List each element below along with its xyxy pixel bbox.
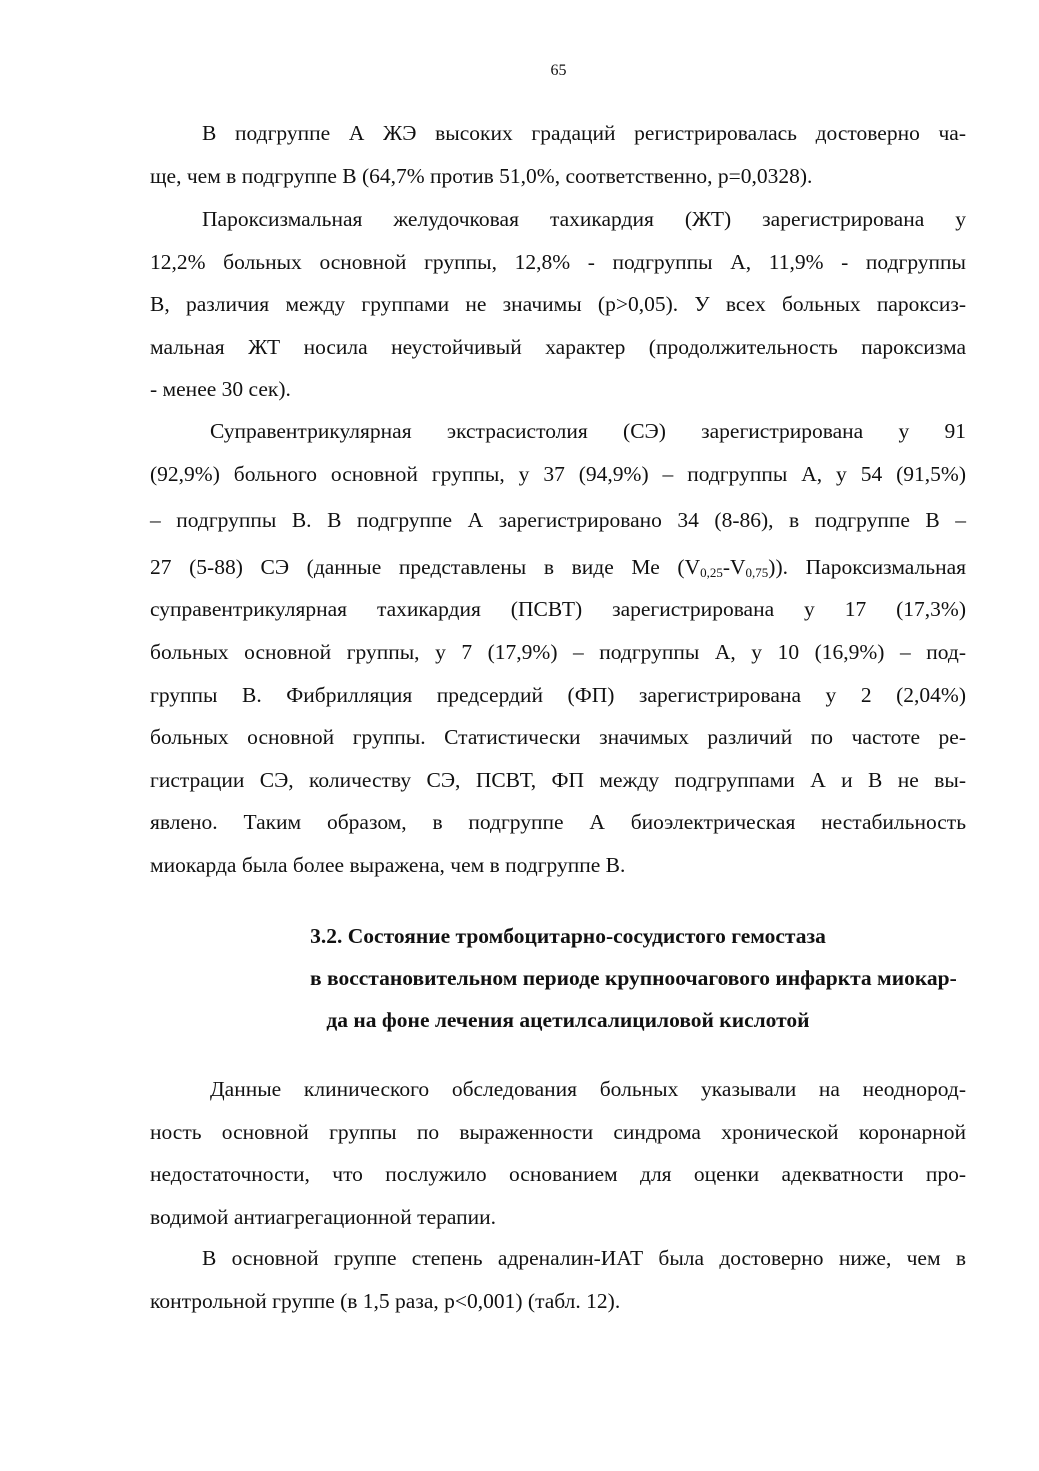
text-line: недостаточности, что послужило основанием для оценки адекватности про-: [150, 1162, 966, 1187]
text-line: – подгруппы В. В подгруппе А зарегистрировано 34 (8-86), в подгруппе В –: [150, 508, 966, 533]
text-line: Данные клинического обследования больных указывали на неоднород-: [210, 1077, 966, 1101]
heading-line: в восстановительном периоде крупноочагового инфаркта миокар-: [310, 966, 957, 990]
text-line: (92,9%) больного основной группы, у 37 (94,9%) – подгруппы А, у 54 (91,5%): [150, 461, 966, 486]
subscript: 0,75: [745, 564, 769, 580]
text-line: контрольной группе (в 1,5 раза, р<0,001) (табл. 12).: [150, 1288, 621, 1313]
paragraph-clinical-data: [150, 1068, 966, 1238]
text-segment: 27 (5-88) СЭ (данные представлены в виде Ме (V: [150, 554, 701, 579]
text-line: - менее 30 сек).: [150, 377, 291, 402]
text-line: гистрации СЭ, количеству СЭ, ПСВТ, ФП между подгруппами А и В не вы-: [150, 767, 966, 792]
text-line: больных основной группы, у 7 (17,9%) – подгруппы А, у 10 (16,9%) – под-: [150, 639, 966, 664]
section-heading: [150, 915, 966, 1041]
text-line: Пароксизмальная желудочковая тахикардия (ЖТ) зарегистрирована у: [202, 207, 966, 231]
paragraph-adrenaline-iat: [150, 1237, 966, 1322]
text-segment: )). Пароксизмальная: [768, 554, 967, 579]
text-line: явлено. Таким образом, в подгруппе А биоэлектрическая нестабильность: [150, 810, 966, 835]
page-number: 65: [550, 62, 567, 79]
text-segment: -V: [722, 554, 746, 579]
text-line: В подгруппе А ЖЭ высоких градаций регистрировалась достоверно ча-: [202, 121, 966, 145]
text-line: 12,2% больных основной группы, 12,8% - подгруппы А, 11,9% - подгруппы: [150, 249, 966, 274]
text-line: В, различия между группами не значимы (р>0,05). У всех больных пароксиз-: [150, 292, 966, 317]
text-line: ще, чем в подгруппе В (64,7% против 51,0%, соответственно, р=0,0328).: [150, 163, 813, 188]
paragraph-ventricular-tachycardia: [150, 198, 966, 411]
text-line: водимой антиагрегационной терапии.: [150, 1204, 497, 1229]
text-line: группы В. Фибрилляция предсердий (ФП) зарегистрирована у 2 (2,04%): [150, 682, 966, 707]
text-line: больных основной группы. Статистически значимых различий по частоте ре-: [150, 725, 966, 750]
text-line: миокарда была более выражена, чем в подгруппе В.: [150, 852, 626, 877]
text-line: ность основной группы по выраженности синдрома хронической коронарной: [150, 1119, 966, 1144]
heading-line: да на фоне лечения ацетилсалициловой кислотой: [326, 1008, 810, 1032]
text-line: мальная ЖТ носила неустойчивый характер (продолжительность пароксизма: [150, 334, 966, 359]
text-line: суправентрикулярная тахикардия (ПСВТ) зарегистрирована у 17 (17,3%): [150, 597, 966, 622]
heading-line: 3.2. Состояние тромбоцитарно-сосудистого гемостаза: [310, 924, 826, 948]
subscript: 0,25: [700, 564, 723, 580]
text-line: Суправентрикулярная экстрасистолия (СЭ) зарегистрирована у 91: [210, 419, 966, 443]
paragraph-pvc-subgroups: [150, 112, 966, 197]
paragraph-supraventricular-extrasystole: [150, 410, 966, 887]
text-line-with-subscripts: [150, 546, 966, 589]
text-line: В основной группе степень адреналин-ИАТ была достоверно ниже, чем в: [202, 1246, 966, 1270]
